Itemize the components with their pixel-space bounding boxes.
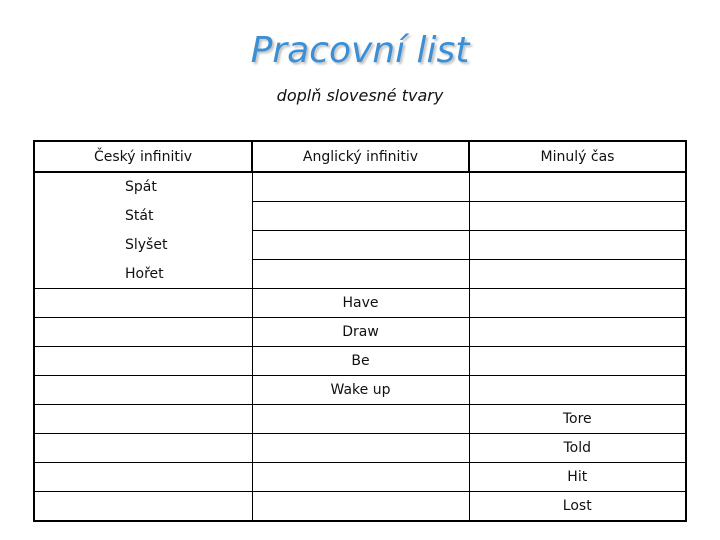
cell-czech[interactable]: Slyšet: [34, 231, 252, 260]
table-header-row: [34, 141, 686, 172]
cell-czech[interactable]: [34, 463, 252, 492]
header-past-tense: Minulý čas: [469, 141, 686, 172]
table-row: [34, 376, 686, 405]
table-row: [34, 231, 686, 260]
cell-past[interactable]: [469, 289, 686, 318]
cell-english[interactable]: Have: [252, 289, 469, 318]
table-row: [34, 492, 686, 522]
cell-past[interactable]: [469, 231, 686, 260]
header-czech-infinitive: Český infinitiv: [34, 141, 252, 172]
cell-czech[interactable]: [34, 434, 252, 463]
cell-czech[interactable]: Stát: [34, 202, 252, 231]
cell-past[interactable]: Tore: [469, 405, 686, 434]
cell-english[interactable]: Be: [252, 347, 469, 376]
table-row: [34, 172, 686, 202]
cell-english[interactable]: [252, 231, 469, 260]
table-row: [34, 405, 686, 434]
cell-past[interactable]: [469, 318, 686, 347]
cell-past[interactable]: [469, 172, 686, 202]
cell-english[interactable]: [252, 434, 469, 463]
cell-czech[interactable]: Hořet: [34, 260, 252, 289]
table-row: [34, 463, 686, 492]
cell-czech[interactable]: [34, 376, 252, 405]
cell-english[interactable]: [252, 260, 469, 289]
cell-past[interactable]: Told: [469, 434, 686, 463]
header-english-infinitive: Anglický infinitiv: [252, 141, 469, 172]
cell-czech[interactable]: [34, 405, 252, 434]
cell-english[interactable]: Draw: [252, 318, 469, 347]
worksheet-title: Pracovní list: [250, 30, 470, 71]
cell-english[interactable]: [252, 172, 469, 202]
cell-past[interactable]: Lost: [469, 492, 686, 522]
cell-english[interactable]: [252, 463, 469, 492]
table-row: [34, 434, 686, 463]
cell-past[interactable]: Hit: [469, 463, 686, 492]
verb-forms-table: [33, 140, 687, 522]
cell-past[interactable]: [469, 260, 686, 289]
cell-czech[interactable]: Spát: [34, 172, 252, 202]
cell-czech[interactable]: [34, 492, 252, 522]
cell-past[interactable]: [469, 202, 686, 231]
table-row: [34, 289, 686, 318]
cell-english[interactable]: [252, 202, 469, 231]
cell-english[interactable]: Wake up: [252, 376, 469, 405]
table-row: [34, 260, 686, 289]
table-row: [34, 202, 686, 231]
cell-english[interactable]: [252, 405, 469, 434]
table-row: [34, 347, 686, 376]
cell-past[interactable]: [469, 376, 686, 405]
table-row: [34, 318, 686, 347]
cell-czech[interactable]: [34, 289, 252, 318]
cell-past[interactable]: [469, 347, 686, 376]
worksheet-subtitle: doplň slovesné tvary: [276, 86, 444, 105]
cell-english[interactable]: [252, 492, 469, 522]
cell-czech[interactable]: [34, 318, 252, 347]
cell-czech[interactable]: [34, 347, 252, 376]
